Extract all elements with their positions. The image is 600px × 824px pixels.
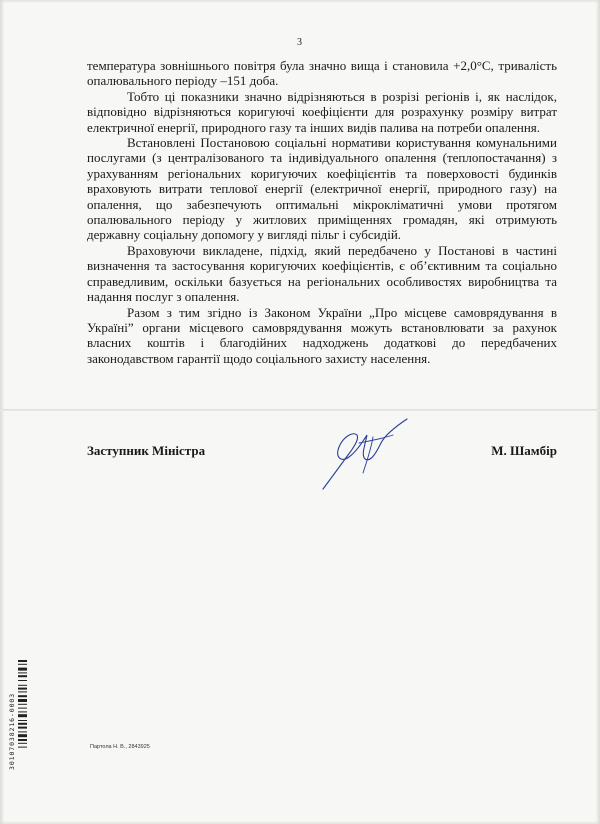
barcode-bar: [18, 668, 27, 671]
barcode-bar: [18, 685, 27, 686]
executor-note: Партола Н. В., 2843925: [90, 744, 150, 750]
barcode-bar: [18, 734, 27, 737]
paragraph: Враховуючи викладене, підхід, який передбачено у Постанові в частині визначення та застосування коригуючих коефіцієнтів, є об’єктивним та соціально справедливим, оскільки базується на регіональних особливостях виробництва та надання послуг з опалення.: [87, 242, 557, 305]
barcode-bar: [18, 672, 27, 673]
paragraph: Тобто ці показники значно відрізняються в розрізі регіонів і, як наслідок, відповідно відрізняються коригуючі коефіцієнти для розрахунку розміру витрат електричної енергії, природного газу та інших видів палива на потреби опалення.: [87, 88, 557, 135]
barcode-bar: [18, 675, 27, 677]
signer-name: М. Шамбір: [491, 443, 557, 458]
barcode-bar: [18, 747, 27, 748]
paragraph: температура зовнішнього повітря була значно вища і становила +2,0°С, тривалість опалювального періоду –151 доба.: [87, 58, 557, 89]
barcode-bar: [18, 660, 27, 662]
barcode-bar: [18, 680, 27, 681]
barcode-bar: [18, 714, 27, 717]
barcode-bar: [18, 664, 27, 665]
barcode-bar: [18, 727, 27, 729]
barcode-bar: [18, 711, 27, 712]
barcode-bar: [18, 688, 27, 690]
page-fold-line: [0, 409, 600, 411]
position-title: Заступник Міністра: [87, 443, 206, 458]
paragraph: Разом з тим згідно із Законом України „Про місцеве самоврядування в Україні” органи місцевого самоврядування можуть встановлювати за рахунок власних коштів і благодійних надходжень додаткові до передбачених законодавством гарантії щодо соціального захисту населення.: [87, 304, 557, 366]
barcode-bar: [18, 704, 27, 705]
barcode-bar: [18, 720, 27, 721]
barcode-bar: [18, 691, 27, 692]
barcode-bar: [18, 731, 27, 732]
letter-body: [87, 58, 557, 366]
paragraph: Встановлені Постановою соціальні нормативи користування комунальними послугами (з централізованого та індивідуального опалення (теплопостачання) з урахуванням регіональних коригуючих коефіцієнтів та поверховості будинків враховують витрати теплової енергії (електричної енергії, природного газу) на опалення, що забезпечують оптимальні мікрокліматичні умови протягом опалювального періоду у житлових приміщеннях громадян, які отримують державну соціальну допомогу у вигляді пільг і субсидій.: [87, 135, 557, 243]
handwritten-signature: [315, 415, 415, 495]
barcode-bar: [18, 743, 27, 744]
barcode-bar: [18, 699, 27, 702]
barcode-bar: [18, 723, 27, 725]
barcode: [6, 660, 28, 770]
page-number: 3: [297, 37, 303, 48]
barcode-bar: [18, 695, 27, 697]
barcode-bar: [18, 708, 27, 709]
barcode-bar: [18, 739, 27, 741]
barcode-digits: 30107038216-0003: [8, 692, 16, 770]
